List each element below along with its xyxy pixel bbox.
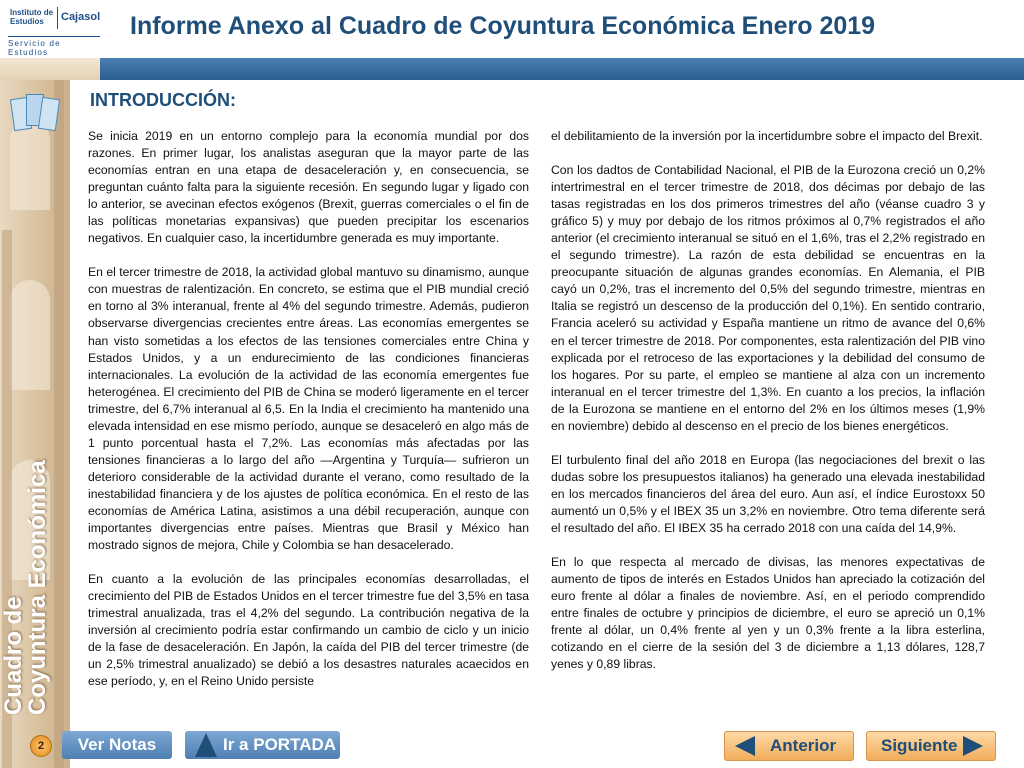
page-header: [0, 0, 1024, 58]
home-triangle-icon: [195, 733, 217, 757]
go-to-cover-button[interactable]: [185, 731, 340, 759]
cajasol-logo: [8, 6, 101, 57]
logo-brand: Cajasol: [61, 11, 101, 23]
page-title: Informe Anexo al Cuadro de Coyuntura Económica Enero 2019: [130, 12, 876, 40]
sidebar-title-line1: Cuadro de: [0, 596, 27, 715]
header-band: [0, 58, 1024, 80]
paragraph: En el tercer trimestre de 2018, la actividad global mantuvo su dinamismo, aunque con muestras de ralentización. En concreto, se estima que el PIB mundial creció en torno al 3% interanual, frente al 4% del segundo trimestre. Además, pudieron observarse divergencias crecientes entre áreas. Las economías emergentes se han visto sometidas a los efectos de las tensiones comerciales entre China y Estados Unidos, y a un endurecimiento de las condiciones financieras internacionales. La evolución de la actividad de las economía emergentes fue heterogénea. El crecimiento del PIB de China se moderó ligeramente en el tercer trimestre, del 6,7% interanual al 6,5. En la India el crecimiento ha mantenido una elevada intensidad en ese mismo período, aunque se desaceleró en algo más de 1 punto porcentual hasta el 7,2%. Las economías más afectadas por las tensiones financieras a lo largo del año —Argentina y Turquía— sufrieron un deterioro considerable de la actividad durante el verano, como resultado de la inestabilidad financiera y de los ajustes de política económica. En el resto de las economías de América Latina, asistimos a una débil recuperación, aunque con importantes divergencias entre países. Mientras que Brasil y México han mostrado signos de mejora, Chile y Colombia se han desacelerado.: [88, 265, 529, 553]
book-shape: [38, 97, 60, 131]
next-page-button[interactable]: [866, 731, 996, 761]
view-notes-button[interactable]: Ver Notas: [62, 731, 172, 759]
logo-institute: Instituto de Estudios: [10, 8, 54, 26]
sidebar-title-line2: Coyuntura Económica: [24, 460, 51, 715]
building-arch: [10, 280, 50, 390]
books-icon: [8, 90, 60, 136]
paragraph: Con los dadtos de Contabilidad Nacional, el PIB de la Eurozona creció un 0,2% intertrimestral en el tercer trimestre de 2018, dos décimas por debajo de las tasas registradas en los dos primeros trimestres del año (véanse cuadro 3 y gráfico 5) y muy por debajo de los ritmos próximos al 0,7% registrados el año anterior (el crecimiento interanual se situó en el 1,6%, tras el 2,2% registrado en el segundo trimestre). La razón de esta debilidad se encuentras en la preocupante situación de algunas grandes economías. En Alemania, el PIB cayó un 0,2%, tras el incremento del 0,5% del segundo trimestre, mientras en Italia se registró un descenso de la producción del 0,1%). En sentido contrario, Francia aceleró su actividad y España mantiene un ritmo de avance del 0,6% en el tercer trimestre de 2018. Por componentes, esta ralentización del PIB vino explicada por el retroceso de las exportaciones y la debilidad del consumo de los hogares. Por su parte, el empleo se mantiene al alza con un incremento interanual en el tercer trimestre del 1,3%. En cuanto a los precios, la inflación de la Eurozona se mantiene en el entorno del 2% en los últimos meses (1,9% en noviembre) debido al descenso en el precio de los bienes energéticos.: [551, 163, 985, 433]
section-title: INTRODUCCIÓN:: [90, 90, 236, 110]
previous-page-label: Anterior: [770, 736, 837, 755]
paragraph: En cuanto a la evolución de las principales economías desarrolladas, el crecimiento del PIB de Estados Unidos en el tercer trimestre fue del 3,5% en tasa trimestral anualizada, tras el 4,2% del segundo. La contribución negativa de la inversión al crecimiento podría estar confirmando un cambio de ciclo y un inicio de la fase de desaceleración. En Japón, la caída del PIB del tercer trimestre (de un 2,5% trimestral anualizado) se debió a los desastres naturales acaecidos en ese período, y, en el Reino Unido persiste: [88, 572, 529, 689]
logo-divider: [57, 7, 58, 29]
paragraph: Se inicia 2019 en un entorno complejo para la economía mundial por dos razones. En primer lugar, los analistas aseguran que la mayor parte de las economías entran en una etapa de desaceleración y, en consecuencia, se preguntan cuánto falta para la siguiente recesión. En segundo lugar y ligado con lo anterior, se avecinan efectos exógenos (Brexit, guerras comerciales o el fin de las políticas monetarias expansivas) que pueden precipitar los escenarios negativos. En cualquier caso, la incertidumbre generada es muy importante.: [88, 129, 529, 246]
sidebar-title: [2, 460, 50, 715]
paragraph: En lo que respecta al mercado de divisas, las menores expectativas de aumento de tipos de interés en Estados Unidos han apreciado la cotización del euro frente al dólar a finales de noviembre. Así, en el periodo comprendido entre finales de octubre y principios de diciembre, el euro se apreció un 0,1% frente al dólar, un 0,4% frente al yen y un 0,3% frente a la libra esterlina, cotizando en el cierre de la sesión del 3 de diciembre a 1,13 dólares, 128,7 yenes y 0,89 libras.: [551, 555, 985, 672]
text-column-right: [551, 128, 985, 673]
logo-service: Servicio de Estudios: [8, 36, 100, 57]
arrow-left-icon: [735, 736, 755, 756]
next-page-label: Siguiente: [881, 736, 958, 755]
building-pillar: [54, 80, 64, 768]
go-to-cover-label: Ir a PORTADA: [223, 735, 337, 754]
paragraph: el debilitamiento de la inversión por la incertidumbre sobre el impacto del Brexit.: [551, 129, 983, 143]
paragraph: El turbulento final del año 2018 en Europa (las negociaciones del brexit o las dudas sobre los presupuestos italianos) ha generado una elevada inestabilidad en los mercados financieros del área del euro. Aun así, el índice Eurostoxx 50 aumentó un 0,5% y el IBEX 35 un 3,2% en noviembre. Otro tema diferente será el resultado del año. El IBEX 35 ha cerrado 2018 con una caída del 14,9%.: [551, 452, 985, 535]
previous-page-button[interactable]: [724, 731, 854, 761]
text-column-left: [88, 128, 529, 690]
header-band-left: [0, 58, 100, 80]
arrow-right-icon: [963, 736, 983, 756]
page-number-badge: 2: [30, 735, 52, 757]
